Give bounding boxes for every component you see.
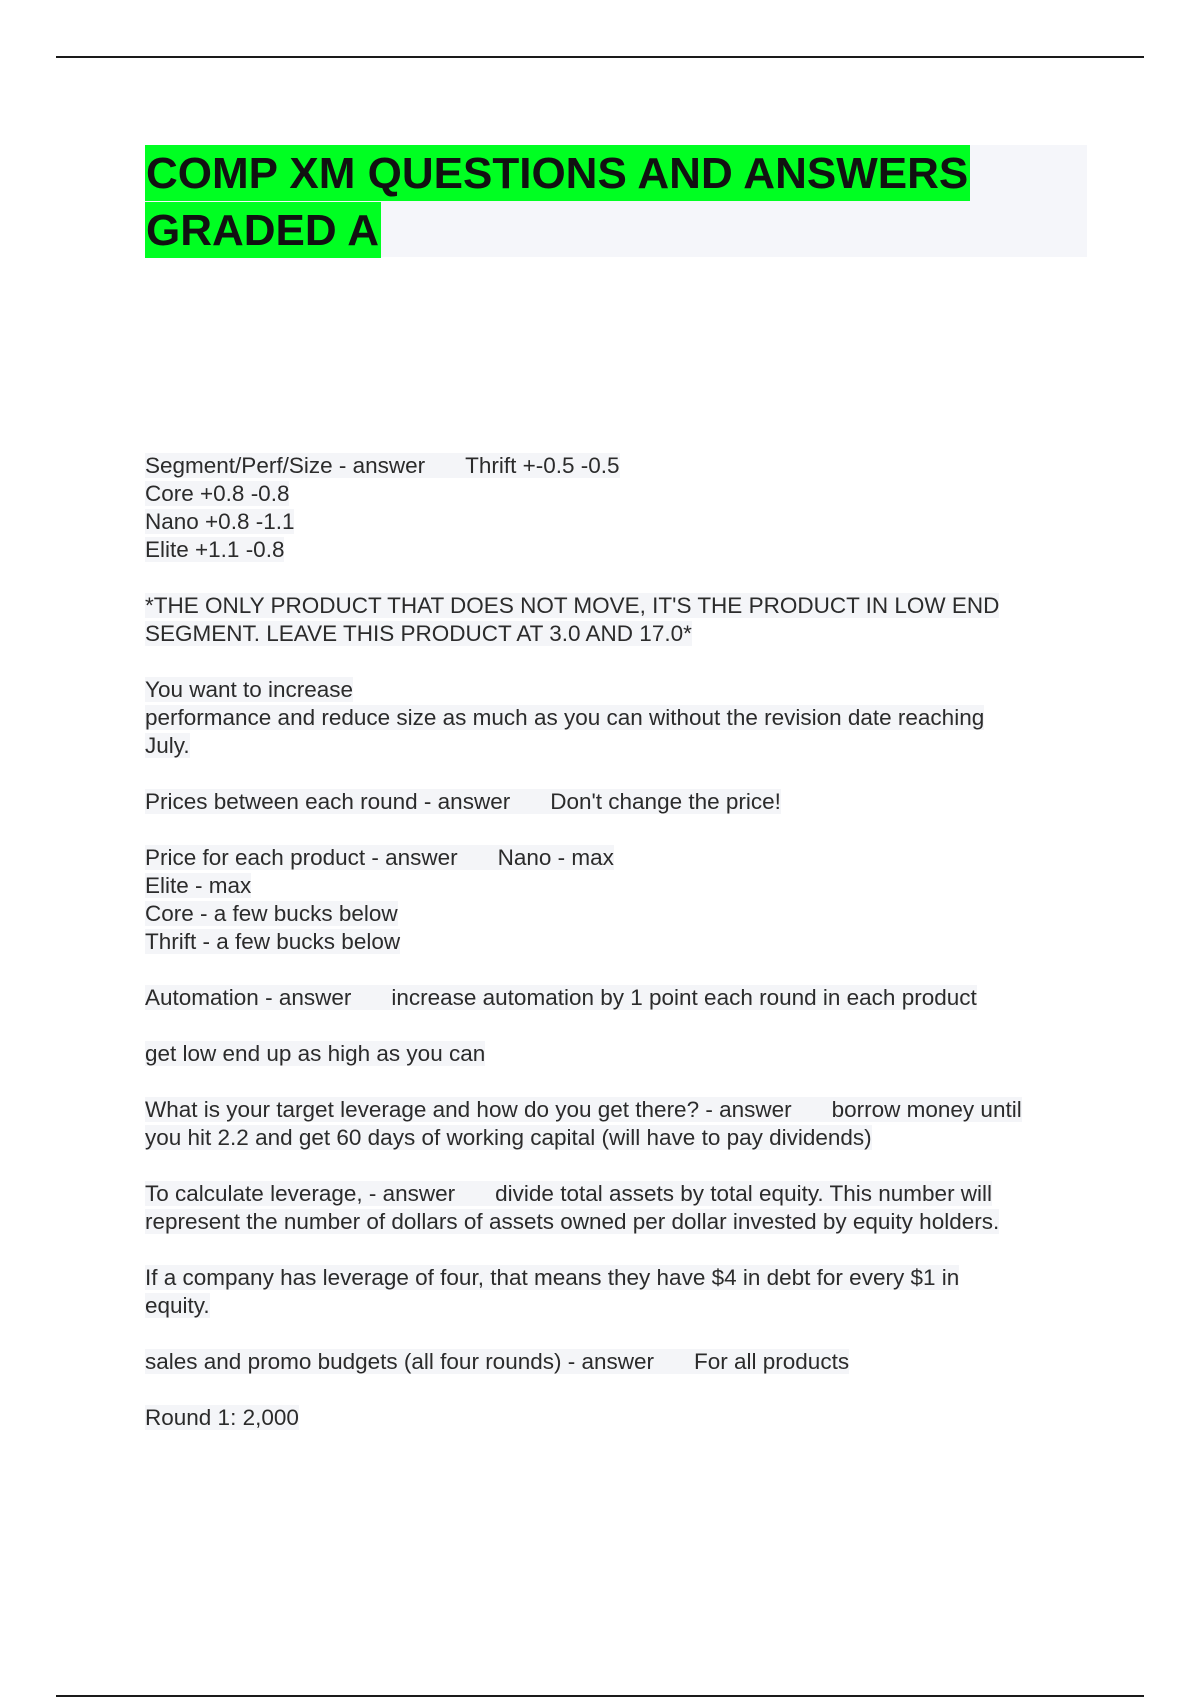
note-line: SEGMENT. LEAVE THIS PRODUCT AT 3.0 AND 17.0* <box>145 621 692 646</box>
question: What is your target leverage and how do you get there? - answer <box>145 1097 792 1122</box>
qa-segment-perf-size <box>145 452 1100 564</box>
note-line: If a company has leverage of four, that means they have $4 in debt for every $1 in <box>145 1265 960 1290</box>
note-line: get low end up as high as you can <box>145 1041 486 1066</box>
question: Automation - answer <box>145 985 352 1010</box>
answer: For all products <box>694 1349 850 1374</box>
note-line: Round 1: 2,000 <box>145 1405 299 1430</box>
qa-automation <box>145 984 1100 1012</box>
document-title-line-1: COMP XM QUESTIONS AND ANSWERS <box>145 145 970 201</box>
question: Prices between each round - answer <box>145 789 511 814</box>
answer: Don't change the price! <box>550 789 781 814</box>
qa-target-leverage <box>145 1096 1100 1152</box>
bottom-rule <box>56 1695 1144 1697</box>
note-line: *THE ONLY PRODUCT THAT DOES NOT MOVE, IT'S THE PRODUCT IN LOW END <box>145 593 1000 618</box>
question: Segment/Perf/Size - answer <box>145 453 426 478</box>
question: sales and promo budgets (all four rounds) - answer <box>145 1349 655 1374</box>
note-line: You want to increase <box>145 677 354 702</box>
note-performance <box>145 676 1100 760</box>
answer-line: Thrift - a few bucks below <box>145 929 401 954</box>
answer: increase automation by 1 point each round in each product <box>391 985 977 1010</box>
answer: Nano - max <box>497 845 614 870</box>
answer-line: Core +0.8 -0.8 <box>145 481 290 506</box>
qa-calculate-leverage <box>145 1180 1100 1236</box>
note-line: performance and reduce size as much as you can without the revision date reaching <box>145 705 985 730</box>
question: Price for each product - answer <box>145 845 458 870</box>
answer: Thrift +-0.5 -0.5 <box>465 453 620 478</box>
qa-sales-promo-budgets <box>145 1348 1100 1376</box>
note-leverage-four <box>145 1264 1100 1320</box>
answer: borrow money until <box>831 1097 1022 1122</box>
top-rule <box>56 56 1144 58</box>
answer-line: represent the number of dollars of assets owned per dollar invested by equity holders. <box>145 1209 1000 1234</box>
answer-line: Elite - max <box>145 873 252 898</box>
answer-line: Nano +0.8 -1.1 <box>145 509 295 534</box>
qa-price-each-product <box>145 844 1100 956</box>
note-line: July. <box>145 733 190 758</box>
document-body <box>145 452 1100 1460</box>
qa-prices-between-rounds <box>145 788 1100 816</box>
answer-line: Core - a few bucks below <box>145 901 398 926</box>
document-title-line-2: GRADED A <box>145 202 381 258</box>
answer-line: Elite +1.1 -0.8 <box>145 537 285 562</box>
note-line: equity. <box>145 1293 210 1318</box>
note-low-end <box>145 592 1100 648</box>
question: To calculate leverage, - answer <box>145 1181 456 1206</box>
answer-line: you hit 2.2 and get 60 days of working capital (will have to pay dividends) <box>145 1125 872 1150</box>
answer: divide total assets by total equity. This number will <box>495 1181 993 1206</box>
note-round-1 <box>145 1404 1100 1432</box>
note-low-end-up <box>145 1040 1100 1068</box>
